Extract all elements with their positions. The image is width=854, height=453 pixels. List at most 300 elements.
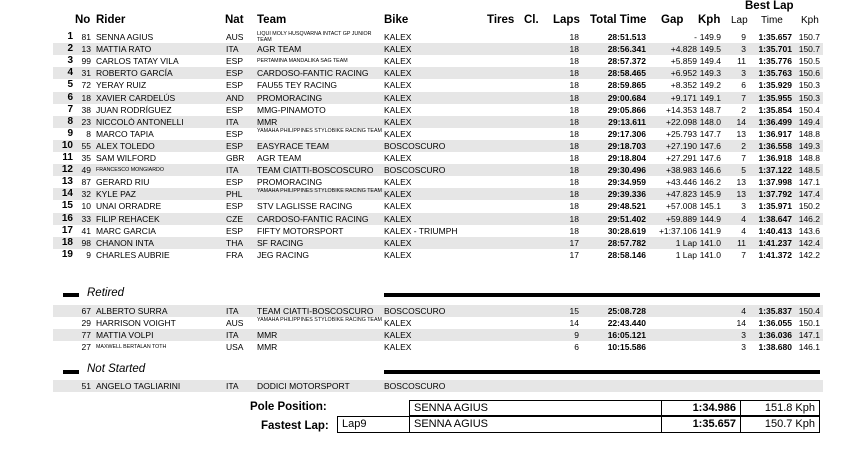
bike: KALEX: [384, 128, 412, 139]
best-lap-number: 11: [737, 237, 746, 248]
best-lap-time: 1:35.776: [758, 56, 792, 67]
rider-number: 18: [81, 92, 91, 103]
laps: 18: [569, 80, 579, 91]
best-lap-time: 1:38.647: [758, 213, 792, 224]
bike: KALEX: [384, 201, 412, 212]
avg-speed: 141.0: [699, 249, 721, 260]
gap: +22.098: [666, 116, 697, 127]
pole-position-label: Pole Position:: [250, 401, 327, 413]
rider-name: MARCO TAPIA: [96, 128, 154, 139]
position: 9: [67, 127, 73, 139]
bike: KALEX: [384, 330, 412, 341]
avg-speed: 148.7: [699, 104, 721, 115]
fastest-lap-rider-box: SENNA AGIUS: [409, 416, 662, 433]
laps: 18: [569, 213, 579, 224]
best-lap-time: 1:35.955: [758, 92, 792, 103]
rider-name: MATTIA VOLPI: [96, 330, 154, 341]
position: 7: [67, 103, 73, 115]
retired-row: [53, 305, 823, 317]
total-time: 29:51.402: [607, 213, 646, 224]
team-name: CARDOSO-FANTIC RACING: [257, 68, 369, 79]
best-lap-header: Best Lap: [745, 0, 794, 12]
best-lap-number: 3: [741, 201, 746, 212]
team-name: FAU55 TEY RACING: [257, 80, 337, 91]
rider-name: FILIP REHACEK: [96, 213, 160, 224]
best-lap-number: 3: [741, 330, 746, 341]
avg-speed: 145.9: [699, 189, 721, 200]
nationality: USA: [226, 342, 244, 353]
bike: KALEX: [384, 213, 412, 224]
rider-number: 51: [81, 381, 91, 391]
best-lap-time: 1:37.792: [758, 189, 792, 200]
gap: 1 Lap: [675, 237, 697, 248]
nationality: ESP: [226, 128, 244, 139]
rider-number: 77: [81, 330, 91, 341]
avg-speed: 141.9: [699, 225, 721, 236]
col-gap-header: Gap: [661, 14, 684, 26]
result-row: [53, 225, 823, 237]
laps: 17: [569, 237, 579, 248]
bike: KALEX: [384, 44, 412, 55]
bike: KALEX: [384, 318, 412, 329]
laps: 18: [569, 44, 579, 55]
result-row: [53, 164, 823, 176]
best-lap-speed: 150.7: [798, 44, 820, 55]
total-time: 16:05.121: [607, 330, 646, 341]
best-lap-speed: 150.5: [798, 56, 820, 67]
nationality: ITA: [226, 381, 239, 391]
total-time: 28:59.865: [607, 80, 646, 91]
retired-dash: [63, 293, 79, 297]
nationality: ESP: [226, 201, 244, 212]
nationality: ESP: [226, 56, 244, 67]
best-lap-time: 1:41.372: [758, 249, 792, 260]
gap: 1 Lap: [675, 249, 697, 260]
rider-name: ROBERTO GARCÍA: [96, 68, 173, 79]
bike: KALEX: [384, 56, 412, 67]
best-lap-time: 1:38.680: [758, 342, 792, 353]
nationality: ITA: [226, 116, 239, 127]
bike: KALEX: [384, 104, 412, 115]
bike: KALEX: [384, 32, 412, 42]
bike: BOSCOSCURO: [384, 381, 446, 391]
result-row: [53, 176, 823, 188]
best-lap-number: 2: [741, 104, 746, 115]
best-lap-speed: 150.2: [798, 201, 820, 212]
result-row: [53, 152, 823, 164]
best-lap-time: 1:40.413: [758, 225, 792, 236]
bike: KALEX: [384, 153, 412, 163]
laps: 9: [574, 330, 579, 341]
nationality: ITA: [226, 330, 239, 341]
fastest-lap-time-box: 1:35.657: [661, 416, 741, 433]
laps: 18: [569, 68, 579, 79]
retired-row: [53, 341, 823, 353]
total-time: 28:57.372: [607, 56, 646, 67]
rider-number: 49: [81, 165, 91, 176]
col-best-time-header: Time: [761, 15, 783, 26]
best-lap-speed: 146.1: [798, 342, 820, 353]
nationality: ITA: [226, 306, 239, 316]
result-row: [53, 79, 823, 91]
avg-speed: 149.3: [699, 68, 721, 79]
rider-name: SENNA AGIUS: [96, 32, 154, 42]
best-lap-speed: 148.8: [798, 153, 820, 163]
team-name: SF RACING: [257, 237, 304, 248]
best-lap-number: 2: [741, 140, 746, 151]
position: 12: [61, 164, 73, 176]
gap: +9.171: [670, 92, 697, 103]
best-lap-time: 1:35.929: [758, 80, 792, 91]
avg-speed: 146.6: [699, 165, 721, 176]
nationality: ITA: [226, 165, 239, 176]
best-lap-time: 1:36.055: [758, 318, 792, 329]
rider-name: HARRISON VOIGHT: [96, 318, 176, 329]
result-row: [53, 43, 823, 55]
total-time: 29:17.306: [607, 128, 646, 139]
best-lap-time: 1:35.763: [758, 68, 792, 79]
bike: BOSCOSCURO: [384, 165, 446, 176]
best-lap-speed: 150.3: [798, 92, 820, 103]
fastest-lap-number-box: Lap9: [337, 416, 410, 433]
avg-speed: 148.0: [699, 116, 721, 127]
best-lap-number: 14: [736, 318, 746, 329]
bike: BOSCOSCURO: [384, 306, 446, 316]
position: 2: [67, 43, 73, 55]
nationality: CZE: [226, 213, 243, 224]
position: 18: [61, 236, 73, 248]
avg-speed: 149.1: [699, 92, 721, 103]
total-time: 29:00.684: [607, 92, 646, 103]
col-total-time-header: Total Time: [590, 14, 647, 26]
best-lap-number: 13: [736, 177, 746, 188]
best-lap-time: 1:35.854: [758, 104, 792, 115]
team-name: FIFTY MOTORSPORT: [257, 225, 344, 236]
position: 10: [61, 139, 73, 151]
best-lap-time: 1:36.036: [758, 330, 792, 341]
avg-speed: 146.2: [699, 177, 721, 188]
total-time: 28:58.465: [607, 68, 646, 79]
best-lap-time: 1:36.917: [758, 128, 792, 139]
nationality: AUS: [226, 318, 244, 329]
rider-number: 81: [81, 32, 91, 42]
rider-name: ALEX TOLEDO: [96, 140, 155, 151]
position: 14: [61, 188, 73, 200]
pole-time-box: 1:34.986: [661, 400, 741, 416]
rider-number: 35: [81, 153, 91, 163]
team-name: AGR TEAM: [257, 44, 302, 55]
total-time: 28:58.146: [607, 249, 646, 260]
fastest-lap-label: Fastest Lap:: [261, 420, 329, 432]
nationality: THA: [226, 237, 243, 248]
gap: +43.446: [666, 177, 697, 188]
position: 3: [67, 55, 73, 67]
rider-number: 32: [81, 189, 91, 200]
bike: KALEX: [384, 342, 412, 353]
total-time: 30:28.619: [607, 225, 646, 236]
bike: KALEX: [384, 68, 412, 79]
rider-number: 38: [81, 104, 91, 115]
rider-name: KYLE PAZ: [96, 189, 136, 200]
laps: 18: [569, 165, 579, 176]
best-lap-speed: 147.1: [798, 330, 820, 341]
rider-number: 13: [81, 44, 91, 55]
not-started-row: [53, 380, 823, 392]
best-lap-speed: 142.4: [798, 237, 820, 248]
best-lap-time: 1:37.998: [758, 177, 792, 188]
col-best-lap-header: Lap: [731, 15, 748, 26]
result-row: [53, 116, 823, 128]
team-name: YAMAHA PHILIPPINES STYLOBIKE RACING TEAM: [257, 317, 382, 324]
rider-number: 99: [81, 56, 91, 67]
best-lap-speed: 150.1: [798, 318, 820, 329]
rider-number: 29: [81, 318, 91, 329]
best-lap-speed: 150.4: [798, 306, 820, 316]
gap: +14.353: [666, 104, 697, 115]
result-row: [53, 249, 823, 261]
rider-number: 31: [81, 68, 91, 79]
result-row: [53, 31, 823, 43]
fastest-lap-speed-box: 150.7 Kph: [740, 416, 820, 433]
col-tires-header: Tires: [487, 14, 515, 26]
avg-speed: 141.0: [699, 237, 721, 248]
laps: 18: [569, 92, 579, 103]
best-lap-time: 1:36.558: [758, 140, 792, 151]
rider-name: ANGELO TAGLIARINI: [96, 381, 181, 391]
best-lap-number: 3: [741, 44, 746, 55]
rider-number: 98: [81, 237, 91, 248]
best-lap-speed: 143.6: [798, 225, 820, 236]
total-time: 22:43.440: [607, 318, 646, 329]
team-name: JEG RACING: [257, 249, 309, 260]
rider-number: 55: [81, 140, 91, 151]
retired-divider: [384, 293, 820, 297]
position: 5: [67, 79, 73, 91]
col-best-kph-header: Kph: [801, 15, 819, 26]
rider-number: 23: [81, 116, 91, 127]
not-started-dash: [63, 370, 79, 374]
laps: 18: [569, 32, 579, 42]
gap: -: [694, 32, 697, 42]
team-name: DODICI MOTORSPORT: [257, 381, 350, 391]
best-lap-speed: 149.4: [798, 116, 820, 127]
nationality: ESP: [226, 104, 244, 115]
pole-speed-box: 151.8 Kph: [740, 400, 820, 416]
team-name: MMR: [257, 342, 278, 353]
bike: KALEX - TRIUMPH: [384, 225, 458, 236]
position: 16: [61, 212, 73, 224]
rider-name: FRANCESCO MONGIARDO: [96, 167, 164, 174]
best-lap-speed: 149.3: [798, 140, 820, 151]
best-lap-speed: 150.4: [798, 104, 820, 115]
best-lap-number: 13: [736, 189, 746, 200]
laps: 14: [569, 318, 579, 329]
nationality: ESP: [226, 80, 244, 91]
best-lap-number: 4: [741, 306, 746, 316]
result-row: [53, 140, 823, 152]
col-rider-header: Rider: [96, 14, 126, 26]
laps: 18: [569, 153, 579, 163]
team-name: STV LAGLISSE RACING: [257, 201, 353, 212]
nationality: PHL: [226, 189, 243, 200]
avg-speed: 145.1: [699, 201, 721, 212]
best-lap-speed: 142.2: [798, 249, 820, 260]
laps: 18: [569, 225, 579, 236]
total-time: 29:05.866: [607, 104, 646, 115]
rider-number: 72: [81, 80, 91, 91]
rider-number: 8: [86, 128, 91, 139]
not-started-divider: [384, 370, 820, 374]
best-lap-speed: 147.4: [798, 189, 820, 200]
rider-name: CHARLES AUBRIE: [96, 249, 170, 260]
gap: +6.952: [670, 68, 697, 79]
best-lap-number: 7: [741, 249, 746, 260]
best-lap-time: 1:35.837: [758, 306, 792, 316]
col-kph-header: Kph: [698, 14, 721, 26]
result-row: [53, 92, 823, 104]
avg-speed: 149.9: [699, 32, 721, 42]
rider-name: XAVIER CARDELÚS: [96, 92, 176, 103]
rider-name: ALBERTO SURRA: [96, 306, 168, 316]
rider-name: MARC GARCIA: [96, 225, 156, 236]
pole-rider-box: SENNA AGIUS: [409, 400, 662, 416]
rider-name: UNAI ORRADRE: [96, 201, 162, 212]
rider-name: MAXWELL BERTALAN TOTH: [96, 344, 167, 351]
team-name: CARDOSO-FANTIC RACING: [257, 213, 369, 224]
bike: KALEX: [384, 80, 412, 91]
team-name: EASYRACE TEAM: [257, 140, 330, 151]
laps: 18: [569, 177, 579, 188]
best-lap-number: 4: [741, 225, 746, 236]
team-name: TEAM CIATTI-BOSCOSCURO: [257, 306, 374, 316]
rider-name: GERARD RIU: [96, 177, 150, 188]
nationality: AUS: [226, 32, 244, 42]
laps: 18: [569, 116, 579, 127]
team-name: PROMORACING: [257, 177, 323, 188]
position: 19: [61, 248, 73, 260]
best-lap-number: 14: [736, 116, 746, 127]
gap: +1:37.106: [658, 225, 697, 236]
total-time: 10:15.586: [607, 342, 646, 353]
gap: +25.793: [666, 128, 697, 139]
gap: +27.190: [666, 140, 697, 151]
gap: +5.859: [670, 56, 697, 67]
best-lap-time: 1:36.499: [758, 116, 792, 127]
result-row: [53, 128, 823, 140]
position: 13: [61, 176, 73, 188]
gap: +59.889: [666, 213, 697, 224]
gap: +4.828: [670, 44, 697, 55]
result-row: [53, 55, 823, 67]
best-lap-number: 5: [741, 165, 746, 176]
result-row: [53, 188, 823, 200]
total-time: 25:08.728: [607, 306, 646, 316]
nationality: ITA: [226, 44, 239, 55]
retired-row: [53, 329, 823, 341]
total-time: 29:18.804: [607, 153, 646, 163]
bike: KALEX: [384, 177, 412, 188]
bike: KALEX: [384, 92, 412, 103]
team-name: TEAM CIATTI-BOSCOSCURO: [257, 165, 374, 176]
rider-number: 41: [81, 225, 91, 236]
best-lap-number: 6: [741, 80, 746, 91]
avg-speed: 149.4: [699, 56, 721, 67]
best-lap-speed: 150.3: [798, 80, 820, 91]
best-lap-time: 1:36.918: [758, 153, 792, 163]
nationality: GBR: [226, 153, 245, 163]
avg-speed: 149.5: [699, 44, 721, 55]
best-lap-number: 9: [741, 32, 746, 42]
position: 4: [67, 67, 73, 79]
position: 6: [67, 91, 73, 103]
position: 8: [67, 115, 73, 127]
total-time: 29:13.611: [608, 116, 646, 127]
col-bike-header: Bike: [384, 14, 409, 26]
total-time: 29:18.703: [607, 140, 646, 151]
gap: +57.008: [666, 201, 697, 212]
rider-name: CARLOS TATAY VILA: [96, 56, 179, 67]
best-lap-number: 3: [741, 68, 746, 79]
rider-name: YERAY RUIZ: [96, 80, 147, 91]
team-name: PROMORACING: [257, 92, 323, 103]
laps: 18: [569, 104, 579, 115]
not-started-section-title: Not Started: [87, 363, 146, 375]
avg-speed: 149.2: [699, 80, 721, 91]
rider-number: 10: [81, 201, 91, 212]
avg-speed: 147.6: [699, 153, 721, 163]
bike: KALEX: [384, 189, 412, 200]
retired-section-title: Retired: [87, 287, 125, 299]
team-name: MMR: [257, 330, 278, 341]
team-name: LIQUI MOLY HUSQVARNA INTACT GP JUNIOR TEAM: [257, 31, 372, 44]
laps: 15: [569, 306, 579, 316]
col-nat-header: Nat: [225, 14, 244, 26]
rider-number: 87: [81, 177, 91, 188]
total-time: 28:56.341: [607, 44, 646, 55]
position: 15: [61, 200, 73, 212]
avg-speed: 147.7: [699, 128, 721, 139]
nationality: ESP: [226, 68, 244, 79]
team-name: AGR TEAM: [257, 153, 302, 163]
laps: 18: [569, 201, 579, 212]
rider-number: 67: [81, 306, 91, 316]
team-name: YAMAHA PHILIPPINES STYLOBIKE RACING TEAM: [257, 127, 382, 134]
best-lap-speed: 148.5: [798, 165, 820, 176]
col-laps-header: Laps: [553, 14, 580, 26]
rider-number: 9: [86, 249, 91, 260]
nationality: ESP: [226, 140, 244, 151]
gap: +38.983: [666, 165, 697, 176]
best-lap-time: 1:35.971: [758, 201, 792, 212]
laps: 18: [569, 140, 579, 151]
rider-name: NICCOLÒ ANTONELLI: [96, 116, 184, 127]
best-lap-speed: 148.8: [798, 128, 820, 139]
result-row: [53, 104, 823, 116]
team-name: PERTAMINA MANDALIKA SAG TEAM: [257, 58, 348, 65]
best-lap-number: 3: [741, 342, 746, 353]
position: 1: [67, 31, 73, 42]
best-lap-time: 1:35.701: [758, 44, 792, 55]
best-lap-number: 7: [741, 92, 746, 103]
best-lap-number: 7: [741, 153, 746, 163]
team-name: YAMAHA PHILIPPINES STYLOBIKE RACING TEAM: [257, 188, 382, 195]
nationality: AND: [226, 92, 244, 103]
total-time: 28:57.782: [607, 237, 646, 248]
result-row: [53, 67, 823, 79]
best-lap-number: 11: [737, 56, 746, 67]
best-lap-number: 4: [741, 213, 746, 224]
retired-row: [53, 317, 823, 329]
